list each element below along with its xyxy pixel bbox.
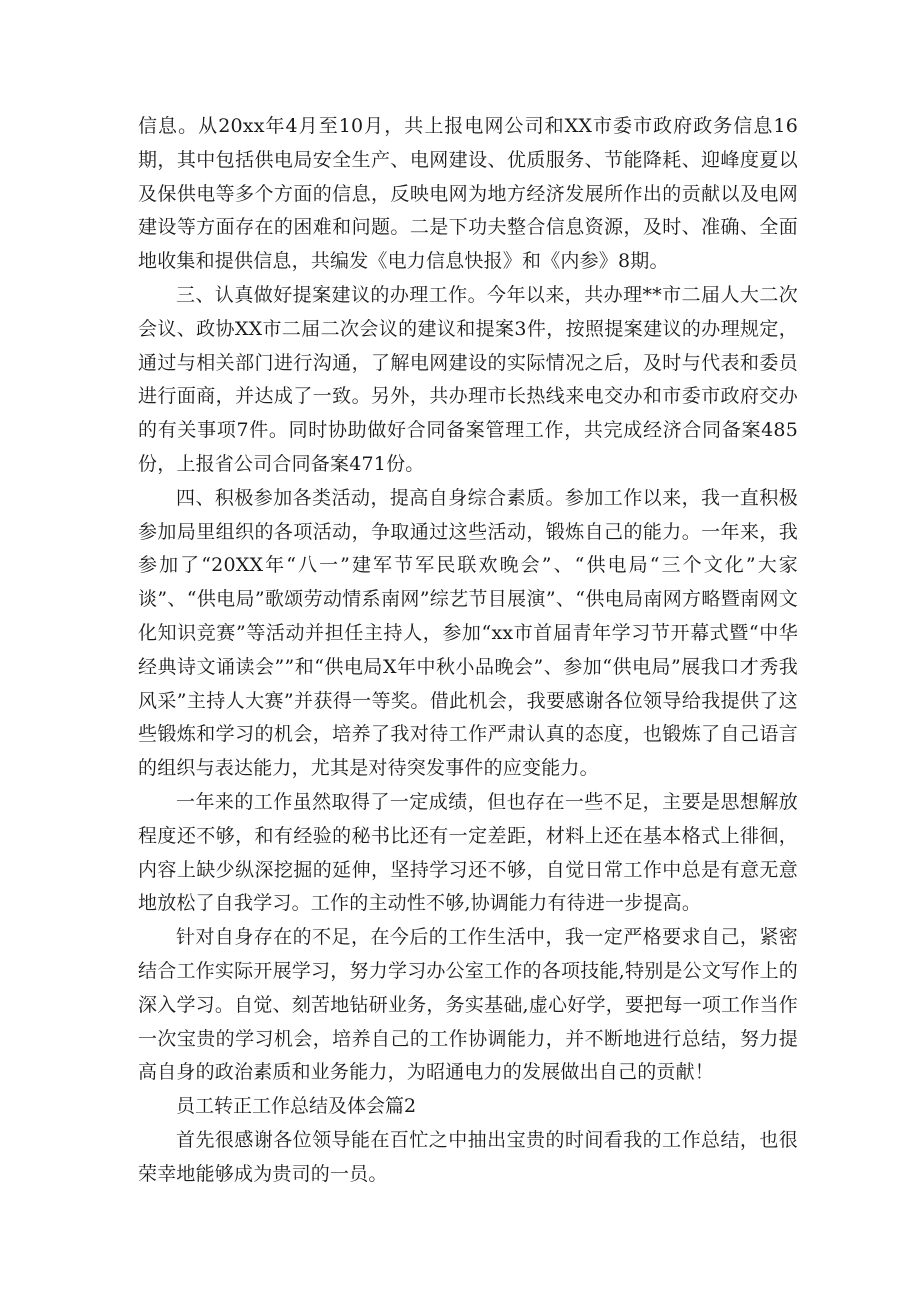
document-body [138,110,798,1192]
paragraph-improvement-plan: 针对自身存在的不足，在今后的工作生活中，我一定严格要求自己，紧密结合工作实际开展学习，努力学习办公室工作的各项技能,特别是公文写作上的深入学习。自觉、刻苦地钻研业务，务实基础,虚心好学，要把每一项工作当作一次宝贵的学习机会，培养自己的工作协调能力，并不断地进行总结，努力提高自身的政治素质和业务能力，为昭通电力的发展做出自己的贡献！ [138,926,798,1084]
paragraph-information-work: 信息。从20xx年4月至10月，共上报电网公司和XX市委市政府政务信息16期，其中包括供电局安全生产、电网建设、优质服务、节能降耗、迎峰度夏以及保供电等多个方面的信息，反映电网为地方经济发展所作出的贡献以及电网建设等方面存在的困难和问题。二是下功夫整合信息资源，及时、准确、全面地收集和提供信息，共编发《电力信息快报》和《内参》8期。 [138,115,798,273]
paragraph-shortcomings: 一年来的工作虽然取得了一定成绩，但也存在一些不足，主要是思想解放程度还不够，和有经验的秘书比还有一定差距，材料上还在基本格式上徘徊，内容上缺少纵深挖掘的延伸，坚持学习还不够，自觉日常工作中总是有意无意地放松了自我学习。工作的主动性不够,协调能力有待进一步提高。 [138,790,798,915]
paragraph-activities: 四、积极参加各类活动，提高自身综合素质。参加工作以来，我一直积极参加局里组织的各项活动，争取通过这些活动，锻炼自己的能力。一年来，我参加了“20XX年“八一”建军节军民联欢晚会”、“供电局“三个文化”大家谈”、“供电局”歌颂劳动情系南网”综艺节目展演”、“供电局南网方略暨南网文化知识竞赛”等活动并担任主持人，参加“xx市首届青年学习节开幕式暨“中华经典诗文诵读会””和“供电局X年中秋小品晚会”、参加“供电局”展我口才秀我风采”主持人大赛”并获得一等奖。借此机会，我要感谢各位领导给我提供了这些锻炼和学习的机会，培养了我对待工作严肃认真的态度，也锻炼了自己语言的组织与表达能力，尤其是对待突发事件的应变能力。 [138,486,798,780]
section-heading: 员工转正工作总结及体会篇2 [176,1095,417,1118]
paragraph-proposal-handling: 三、认真做好提案建议的办理工作。今年以来，共办理**市二届人大二次会议、政协XX市二届二次会议的建议和提案3件，按照提案建议的办理规定，通过与相关部门进行沟通，了解电网建设的实际情况之后，及时与代表和委员进行面商，并达成了一致。另外，共办理市长热线来电交办和市委市政府交办的有关事项7件。同时协助做好合同备案管理工作，共完成经济合同备案485份，上报省公司合同备案471份。 [138,283,798,475]
paragraph-opening-thanks: 首先很感谢各位领导能在百忙之中抽出宝贵的时间看我的工作总结，也很荣幸地能够成为贵司的一员。 [138,1128,798,1185]
